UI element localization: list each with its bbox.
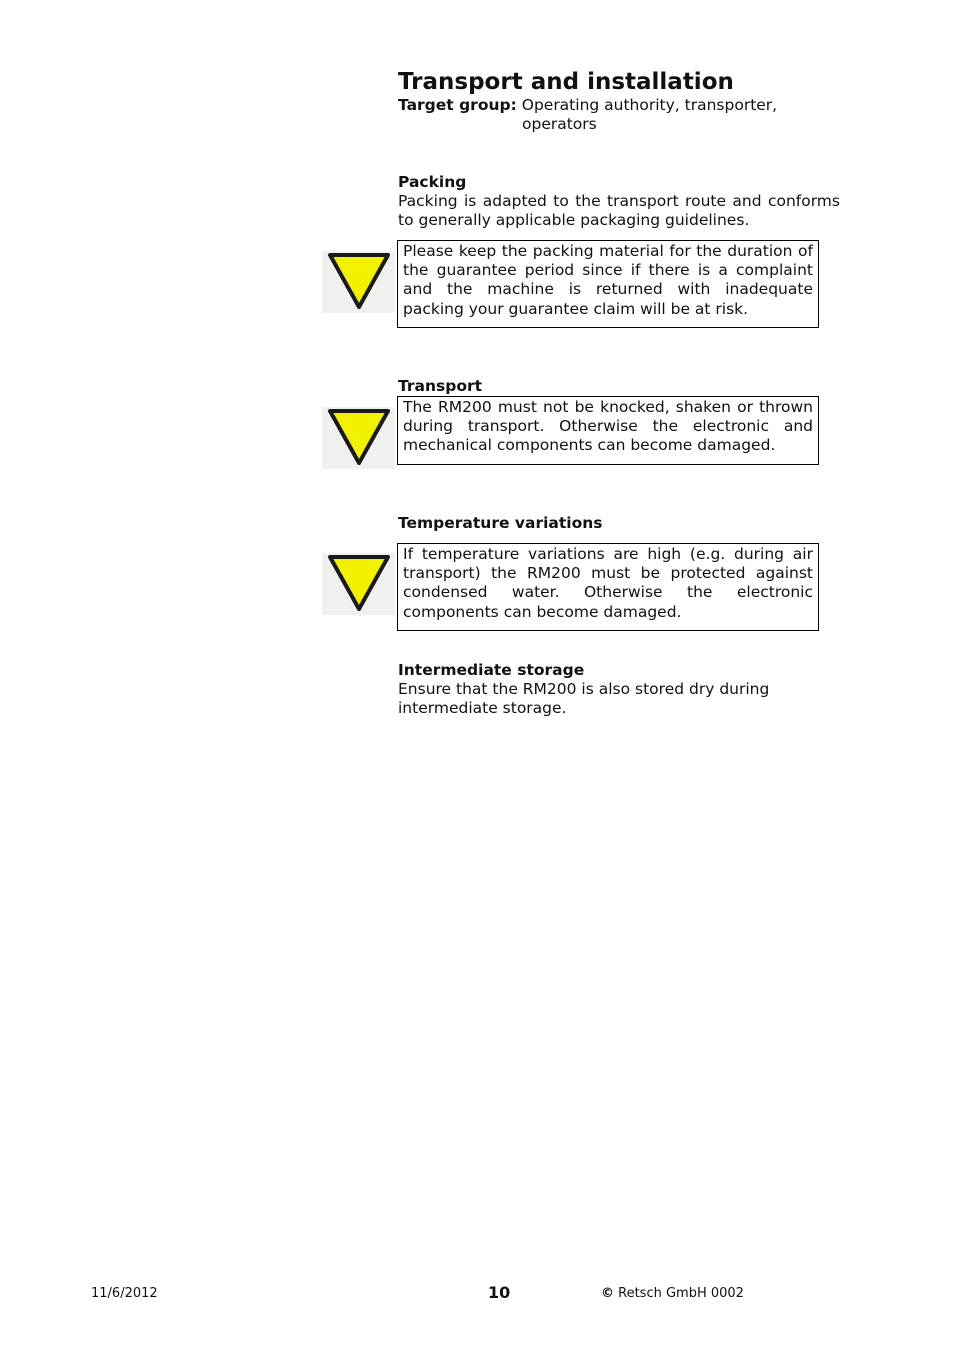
packing-warning-box: Please keep the packing material for the duration of the guarantee period since if there is a complaint and the machine is returned with inadequate packing your guarantee claim will be at risk. bbox=[397, 240, 819, 328]
temperature-heading: Temperature variations bbox=[398, 514, 603, 532]
target-group bbox=[398, 96, 838, 134]
packing-heading: Packing bbox=[398, 173, 467, 191]
copyright-icon: © bbox=[601, 1286, 614, 1301]
transport-heading: Transport bbox=[398, 377, 483, 395]
footer-page-number: 10 bbox=[488, 1283, 511, 1302]
footer-copyright bbox=[601, 1285, 744, 1303]
storage-heading: Intermediate storage bbox=[398, 661, 585, 679]
target-group-line1: Operating authority, transporter, bbox=[516, 96, 778, 114]
warning-triangle-icon bbox=[322, 251, 395, 313]
storage-text: Ensure that the RM200 is also stored dry during intermediate storage. bbox=[398, 680, 770, 718]
footer-date: 11/6/2012 bbox=[91, 1286, 158, 1301]
page-title: Transport and installation bbox=[398, 69, 734, 95]
packing-text: Packing is adapted to the transport route and conforms to generally applicable packaging guidelines. bbox=[398, 192, 840, 230]
footer-copyright-text: Retsch GmbH 0002 bbox=[614, 1286, 744, 1301]
warning-triangle-icon bbox=[322, 553, 395, 615]
warning-triangle-icon bbox=[322, 407, 395, 469]
transport-warning-box: The RM200 must not be knocked, shaken or thrown during transport. Otherwise the electronic and mechanical components can become damaged. bbox=[397, 396, 819, 465]
target-group-label: Target group: bbox=[398, 96, 517, 114]
temperature-warning-box: If temperature variations are high (e.g. during air transport) the RM200 must be protected against condensed water. Otherwise the electronic components can become damaged. bbox=[397, 543, 819, 631]
target-group-line2: operators bbox=[522, 115, 597, 133]
